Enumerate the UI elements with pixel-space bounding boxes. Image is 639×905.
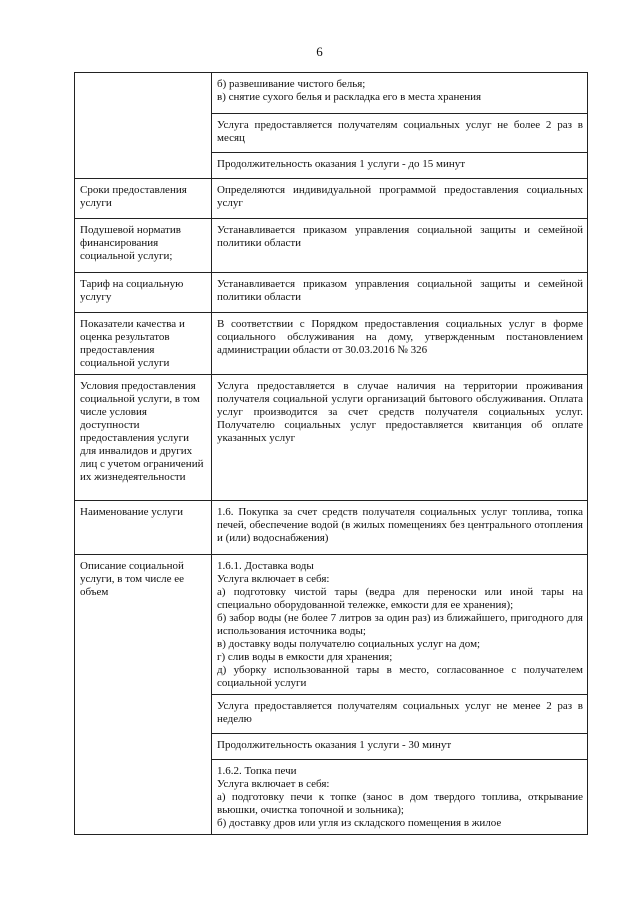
cell-line: Услуга включает в себя:	[217, 573, 330, 585]
row-cell	[212, 153, 588, 179]
cell-line: в) снятие сухого белья и раскладка его в места хранения	[217, 91, 482, 103]
row-cell: Определяются индивидуальной программой предоставления социальных услуг	[212, 179, 588, 219]
row-label: Подушевой норматив финансирования социальной услуги;	[75, 219, 212, 273]
row-cell: В соответствии с Порядком предоставления социальных услуг в форме социального обслуживания на дому, утвержденным постановлением администрации области от 30.03.2016 № 326	[212, 313, 588, 375]
cell-text: Услуга предоставляется получателям социальных услуг не менее 2 раз в неделю	[217, 700, 583, 725]
row-cell: Услуга предоставляется в случае наличия на территории проживания получателя социальной услуги организаций бытового обслуживания. Оплата услуг производится за счет средств получателя социальных услуг. Получателю социальных услуг предоставляется квитанция об оплате указанных услуг	[212, 375, 588, 501]
row-cell	[212, 555, 588, 695]
table-row	[75, 313, 588, 375]
cell-line: а) подготовку чистой тары (ведра для переноски или иной тары на специально оборудованной тележке, емкости для ее хранения);	[217, 586, 583, 611]
row-cell: Устанавливается приказом управления социальной защиты и семейной политики области	[212, 219, 588, 273]
cell-line: 1.6.2. Топка печи	[217, 765, 297, 777]
services-table	[74, 72, 588, 835]
row-cell	[212, 760, 588, 835]
table-row	[75, 179, 588, 219]
cell-line: г) слив воды в емкости для хранения;	[217, 651, 393, 663]
table-row	[75, 375, 588, 501]
row-label: Условия предоставления социальной услуги, в том числе условия доступности предоставления услуги для инвалидов и других лиц с учетом ограничений их жизнедеятельности	[75, 375, 212, 501]
row-label: Сроки предоставления услуги	[75, 179, 212, 219]
row-label: Тариф на социальную услугу	[75, 273, 212, 313]
row-cell	[212, 114, 588, 153]
table-row	[75, 219, 588, 273]
row-label: Наименование услуги	[75, 501, 212, 555]
cell-text: Услуга предоставляется получателям социальных услуг не более 2 раз в месяц	[217, 119, 583, 144]
cell-text: Продолжительность оказания 1 услуги - до 15 минут	[217, 158, 466, 170]
table-row	[75, 73, 588, 114]
row-cell	[212, 695, 588, 734]
page-number: 6	[316, 44, 323, 59]
row-cell: Устанавливается приказом управления социальной защиты и семейной политики области	[212, 273, 588, 313]
cell-line: б) забор воды (не более 7 литров за один раз) из ближайшего, пригодного для использования источника воды;	[217, 612, 583, 637]
table-row	[75, 501, 588, 555]
row-label: Описание социальной услуги, в том числе ее объем	[75, 555, 212, 835]
table-row	[75, 273, 588, 313]
cell-line: 1.6.1. Доставка воды	[217, 560, 314, 572]
table-row	[75, 555, 588, 695]
cell-line: Услуга включает в себя:	[217, 778, 330, 790]
row-cell	[212, 73, 588, 114]
row-label: Показатели качества и оценка результатов предоставления социальной услуги	[75, 313, 212, 375]
row-cell	[212, 734, 588, 760]
cell-line: а) подготовку печи к топке (занос в дом твердого топлива, открывание вьюшки, очистка топочной и зольника);	[217, 791, 583, 816]
cell-line: б) развешивание чистого белья;	[217, 78, 366, 90]
row-cell: 1.6. Покупка за счет средств получателя социальных услуг топлива, топка печей, обеспечение водой (в жилых помещениях без центрального отопления и (или) водоснабжения)	[212, 501, 588, 555]
cell-line: д) уборку использованной тары в место, согласованное с получателем социальной услуги	[217, 664, 583, 689]
cell-text: Продолжительность оказания 1 услуги - 30 минут	[217, 739, 452, 751]
cell-line: б) доставку дров или угля из складского помещения в жилое	[217, 817, 502, 829]
cell-line: в) доставку воды получателю социальных услуг на дом;	[217, 638, 481, 650]
row-label-empty	[75, 73, 212, 179]
